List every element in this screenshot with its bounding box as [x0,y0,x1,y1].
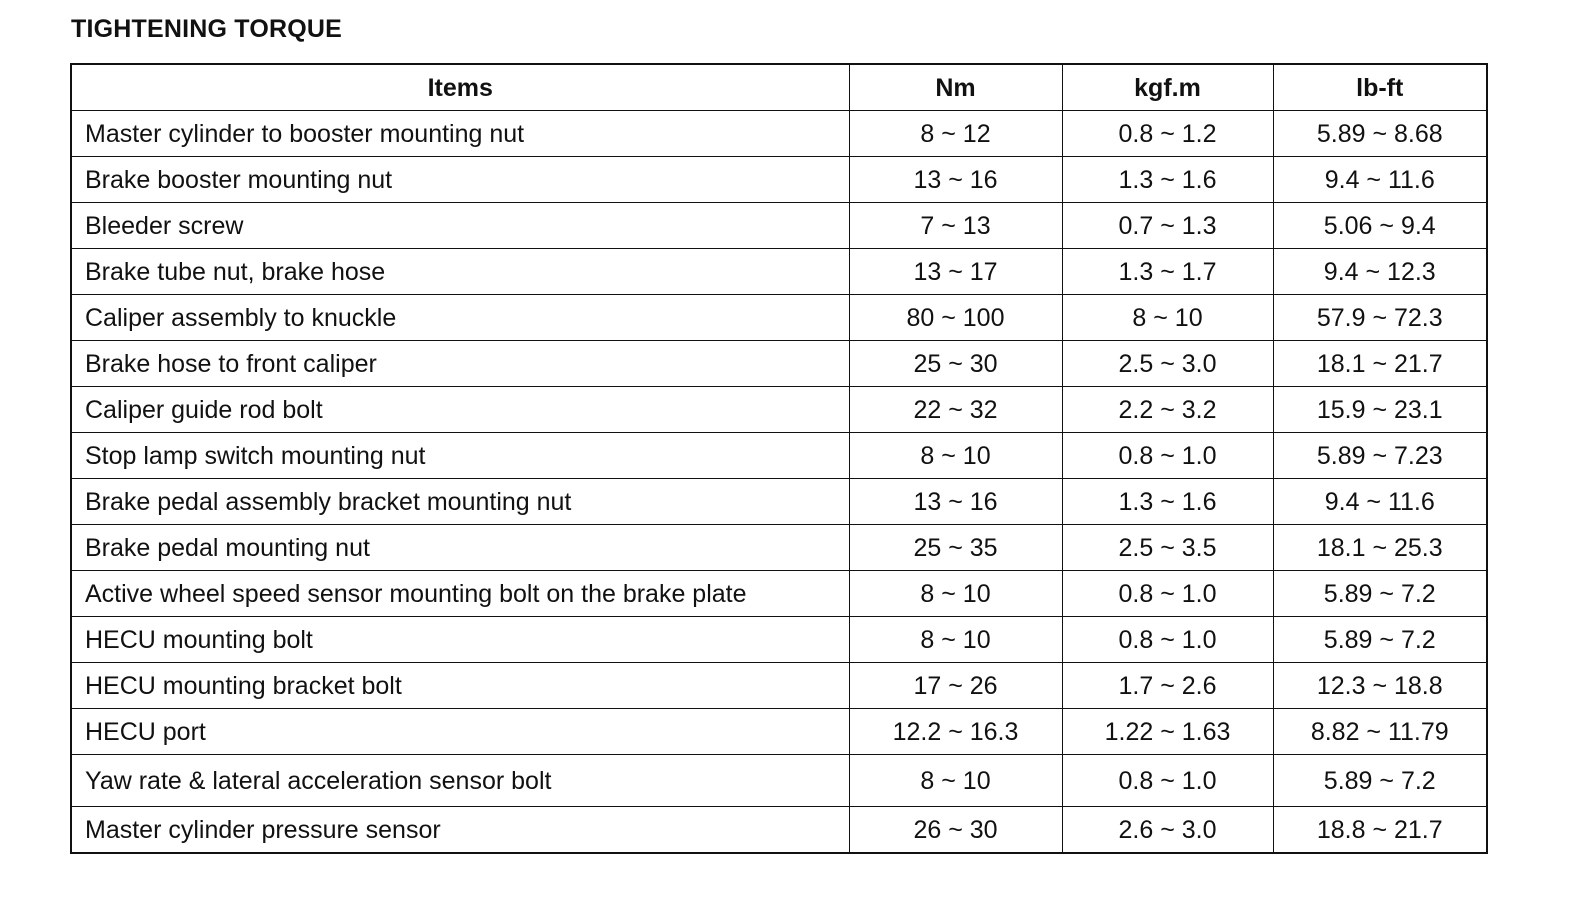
lbft-cell: 5.89 ~ 7.23 [1273,433,1487,479]
nm-cell: 8 ~ 10 [849,755,1062,807]
item-cell: Caliper guide rod bolt [71,387,849,433]
torque-table [70,63,1488,854]
table-row [71,663,1487,709]
item-cell: Yaw rate & lateral acceleration sensor bolt [71,755,849,807]
lbft-cell: 12.3 ~ 18.8 [1273,663,1487,709]
kgfm-cell: 0.8 ~ 1.0 [1062,571,1273,617]
header-row [71,64,1487,111]
item-cell: Brake pedal assembly bracket mounting nut [71,479,849,525]
header-nm: Nm [849,64,1062,111]
kgfm-cell: 2.6 ~ 3.0 [1062,807,1273,854]
nm-cell: 8 ~ 12 [849,111,1062,157]
nm-cell: 13 ~ 16 [849,157,1062,203]
kgfm-cell: 2.5 ~ 3.0 [1062,341,1273,387]
lbft-cell: 5.06 ~ 9.4 [1273,203,1487,249]
nm-cell: 8 ~ 10 [849,571,1062,617]
nm-cell: 17 ~ 26 [849,663,1062,709]
lbft-cell: 9.4 ~ 11.6 [1273,479,1487,525]
kgfm-cell: 1.7 ~ 2.6 [1062,663,1273,709]
table-row [71,617,1487,663]
table-row [71,525,1487,571]
item-cell: Master cylinder to booster mounting nut [71,111,849,157]
lbft-cell: 57.9 ~ 72.3 [1273,295,1487,341]
table-row [71,203,1487,249]
nm-cell: 25 ~ 30 [849,341,1062,387]
nm-cell: 26 ~ 30 [849,807,1062,854]
item-cell: HECU port [71,709,849,755]
item-cell: Active wheel speed sensor mounting bolt on the brake plate [71,571,849,617]
kgfm-cell: 0.8 ~ 1.2 [1062,111,1273,157]
lbft-cell: 5.89 ~ 7.2 [1273,755,1487,807]
item-cell: Brake booster mounting nut [71,157,849,203]
table-row [71,709,1487,755]
kgfm-cell: 0.7 ~ 1.3 [1062,203,1273,249]
header-items: Items [71,64,849,111]
item-cell: Caliper assembly to knuckle [71,295,849,341]
lbft-cell: 15.9 ~ 23.1 [1273,387,1487,433]
table-row [71,807,1487,854]
table-row [71,341,1487,387]
table-row [71,157,1487,203]
item-cell: Brake hose to front caliper [71,341,849,387]
item-cell: Stop lamp switch mounting nut [71,433,849,479]
table-row [71,387,1487,433]
kgfm-cell: 0.8 ~ 1.0 [1062,617,1273,663]
kgfm-cell: 8 ~ 10 [1062,295,1273,341]
table-row [71,755,1487,807]
lbft-cell: 8.82 ~ 11.79 [1273,709,1487,755]
nm-cell: 13 ~ 17 [849,249,1062,295]
item-cell: Brake tube nut, brake hose [71,249,849,295]
lbft-cell: 18.8 ~ 21.7 [1273,807,1487,854]
header-lbft: lb-ft [1273,64,1487,111]
kgfm-cell: 1.3 ~ 1.6 [1062,479,1273,525]
page-title: TIGHTENING TORQUE [71,15,343,43]
nm-cell: 25 ~ 35 [849,525,1062,571]
nm-cell: 12.2 ~ 16.3 [849,709,1062,755]
table-row [71,249,1487,295]
item-cell: HECU mounting bolt [71,617,849,663]
item-cell: Master cylinder pressure sensor [71,807,849,854]
table-row [71,479,1487,525]
lbft-cell: 5.89 ~ 7.2 [1273,571,1487,617]
kgfm-cell: 1.3 ~ 1.7 [1062,249,1273,295]
nm-cell: 13 ~ 16 [849,479,1062,525]
nm-cell: 7 ~ 13 [849,203,1062,249]
lbft-cell: 5.89 ~ 7.2 [1273,617,1487,663]
nm-cell: 22 ~ 32 [849,387,1062,433]
header-kgfm: kgf.m [1062,64,1273,111]
kgfm-cell: 2.5 ~ 3.5 [1062,525,1273,571]
table-row [71,571,1487,617]
kgfm-cell: 0.8 ~ 1.0 [1062,755,1273,807]
item-cell: Brake pedal mounting nut [71,525,849,571]
table-row [71,111,1487,157]
nm-cell: 8 ~ 10 [849,617,1062,663]
lbft-cell: 18.1 ~ 21.7 [1273,341,1487,387]
lbft-cell: 18.1 ~ 25.3 [1273,525,1487,571]
kgfm-cell: 1.22 ~ 1.63 [1062,709,1273,755]
kgfm-cell: 2.2 ~ 3.2 [1062,387,1273,433]
table-row [71,433,1487,479]
kgfm-cell: 0.8 ~ 1.0 [1062,433,1273,479]
nm-cell: 80 ~ 100 [849,295,1062,341]
item-cell: Bleeder screw [71,203,849,249]
nm-cell: 8 ~ 10 [849,433,1062,479]
kgfm-cell: 1.3 ~ 1.6 [1062,157,1273,203]
lbft-cell: 9.4 ~ 12.3 [1273,249,1487,295]
lbft-cell: 5.89 ~ 8.68 [1273,111,1487,157]
item-cell: HECU mounting bracket bolt [71,663,849,709]
table-row [71,295,1487,341]
lbft-cell: 9.4 ~ 11.6 [1273,157,1487,203]
